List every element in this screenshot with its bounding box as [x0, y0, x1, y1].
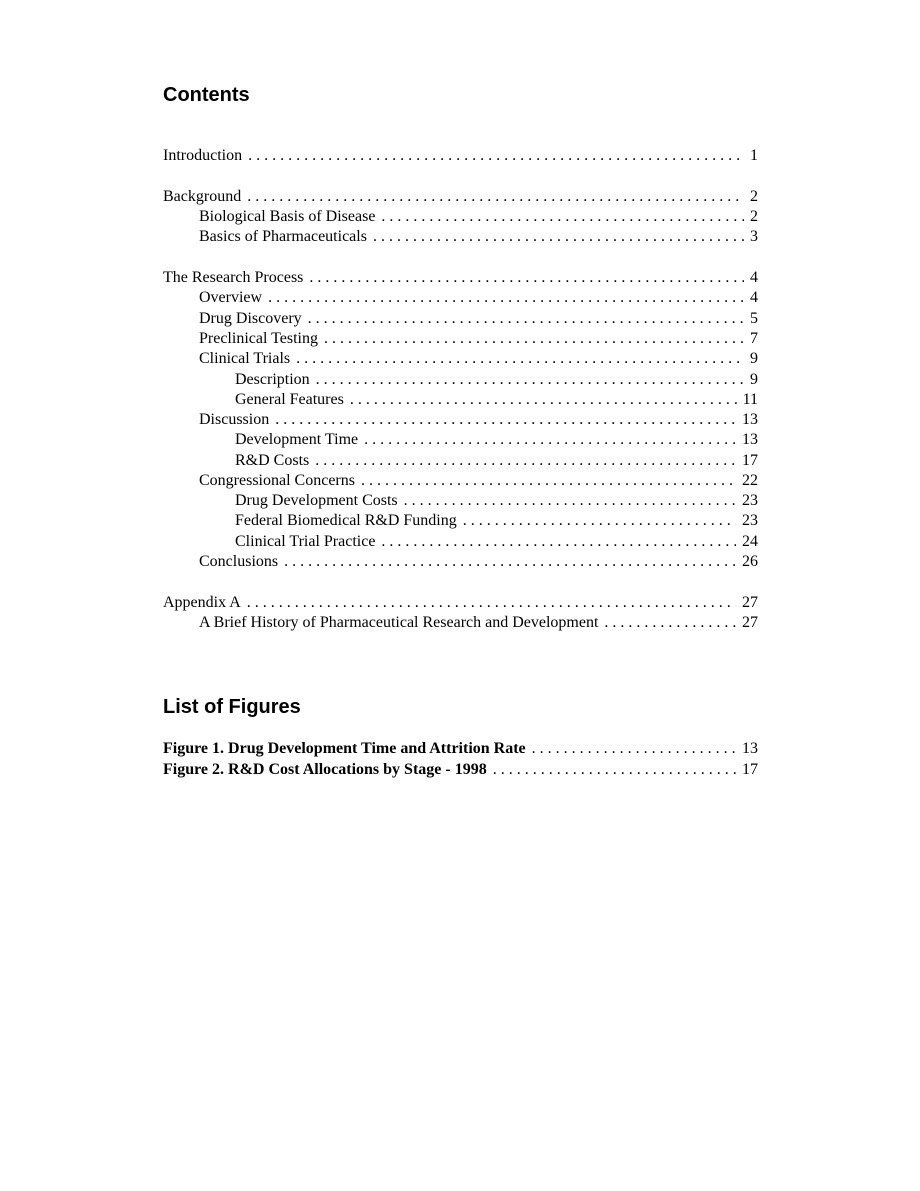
toc-entry[interactable]: [235, 532, 758, 552]
figures-heading: List of Figures: [163, 696, 301, 718]
dot-leader: [361, 471, 736, 491]
toc-entry-title: Development Time: [235, 431, 359, 448]
dot-leader: [315, 451, 736, 471]
dot-leader: [309, 268, 744, 288]
toc-entry-page: 23: [742, 492, 758, 509]
toc-entry-page: 27: [742, 614, 758, 631]
toc-entry[interactable]: [199, 410, 758, 430]
toc-entry-page: 22: [742, 472, 758, 489]
dot-leader: [373, 227, 744, 247]
toc-entry-title: A Brief History of Pharmaceutical Research and Development: [199, 614, 599, 631]
toc-entry-page: 3: [750, 228, 758, 245]
contents-heading: Contents: [163, 84, 250, 106]
toc-entry[interactable]: [235, 390, 758, 410]
dot-leader: [275, 410, 736, 430]
toc-entry[interactable]: [235, 370, 758, 390]
dot-leader: [296, 349, 744, 369]
toc-entry-title: Drug Discovery: [199, 310, 302, 327]
toc-entry-page: 2: [750, 208, 758, 225]
toc-entry-page: 13: [742, 431, 758, 448]
dot-leader: [404, 491, 736, 511]
toc-entry[interactable]: [235, 451, 758, 471]
toc-entry[interactable]: [163, 268, 758, 288]
toc-entry-title: Clinical Trials: [199, 350, 291, 367]
toc-entry[interactable]: [235, 491, 758, 511]
toc-entry-title: Preclinical Testing: [199, 330, 318, 347]
toc-entry-page: 1: [750, 147, 758, 164]
dot-leader: [316, 370, 744, 390]
toc-entry-title: Introduction: [163, 147, 243, 164]
toc-entry-title: Biological Basis of Disease: [199, 208, 376, 225]
toc-entry[interactable]: [199, 349, 758, 369]
dot-leader: [324, 329, 744, 349]
toc-entry-page: 17: [742, 452, 758, 469]
toc-entry-title: Conclusions: [199, 553, 279, 570]
toc-entry-page: 7: [750, 330, 758, 347]
toc-entry-title: Description: [235, 371, 310, 388]
toc-entry[interactable]: [199, 227, 758, 247]
figure-entry-title: Figure 2. R&D Cost Allocations by Stage - 1998: [163, 761, 487, 778]
figure-entry-title: Figure 1. Drug Development Time and Attrition Rate: [163, 740, 526, 757]
toc-entry-page: 13: [742, 411, 758, 428]
dot-leader: [381, 207, 744, 227]
figure-entry-page: 13: [742, 740, 758, 757]
toc-entry-page: 11: [742, 391, 758, 408]
toc-entry-page: 9: [750, 371, 758, 388]
toc-entry-page: 9: [750, 350, 758, 367]
dot-leader: [308, 309, 744, 329]
toc-entry-page: 26: [742, 553, 758, 570]
toc-entry[interactable]: [163, 146, 758, 166]
toc-entry-page: 27: [742, 594, 758, 611]
toc-entry-title: R&D Costs: [235, 452, 310, 469]
toc-entry[interactable]: [235, 511, 758, 531]
figure-entry-page: 17: [742, 761, 758, 778]
toc-entry-title: Clinical Trial Practice: [235, 533, 376, 550]
dot-leader: [463, 511, 736, 531]
toc-entry[interactable]: [199, 552, 758, 572]
toc-entry[interactable]: [199, 613, 758, 633]
toc-entry[interactable]: [235, 430, 758, 450]
toc-entry[interactable]: [199, 471, 758, 491]
dot-leader: [604, 613, 736, 633]
toc-entry[interactable]: [163, 187, 758, 207]
toc-entry-page: 23: [742, 512, 758, 529]
toc-entry-page: 5: [750, 310, 758, 327]
toc-entry-page: 24: [742, 533, 758, 550]
toc-entry[interactable]: [163, 593, 758, 613]
dot-leader: [247, 187, 744, 207]
dot-leader: [532, 739, 736, 759]
toc-entry-title: Federal Biomedical R&D Funding: [235, 512, 457, 529]
dot-leader: [493, 760, 736, 780]
toc-entry-page: 4: [750, 289, 758, 306]
toc-entry-title: Discussion: [199, 411, 270, 428]
toc-entry-title: General Features: [235, 391, 344, 408]
dot-leader: [350, 390, 737, 410]
toc-entry-page: 4: [750, 269, 758, 286]
dot-leader: [247, 593, 736, 613]
toc-entry-title: Basics of Pharmaceuticals: [199, 228, 367, 245]
dot-leader: [268, 288, 744, 308]
dot-leader: [364, 430, 736, 450]
figure-entry[interactable]: [163, 739, 758, 759]
dot-leader: [284, 552, 736, 572]
toc-entry-title: Congressional Concerns: [199, 472, 355, 489]
toc-entry[interactable]: [199, 207, 758, 227]
dot-leader: [248, 146, 744, 166]
toc-entry[interactable]: [199, 288, 758, 308]
toc-entry[interactable]: [199, 329, 758, 349]
toc-entry-title: Drug Development Costs: [235, 492, 398, 509]
toc-entry-title: Background: [163, 188, 242, 205]
dot-leader: [381, 532, 736, 552]
toc-entry-page: 2: [750, 188, 758, 205]
toc-entry-title: Overview: [199, 289, 263, 306]
toc-entry-title: The Research Process: [163, 269, 304, 286]
toc-entry-title: Appendix A: [163, 594, 241, 611]
toc-entry[interactable]: [199, 309, 758, 329]
figure-entry[interactable]: [163, 760, 758, 780]
